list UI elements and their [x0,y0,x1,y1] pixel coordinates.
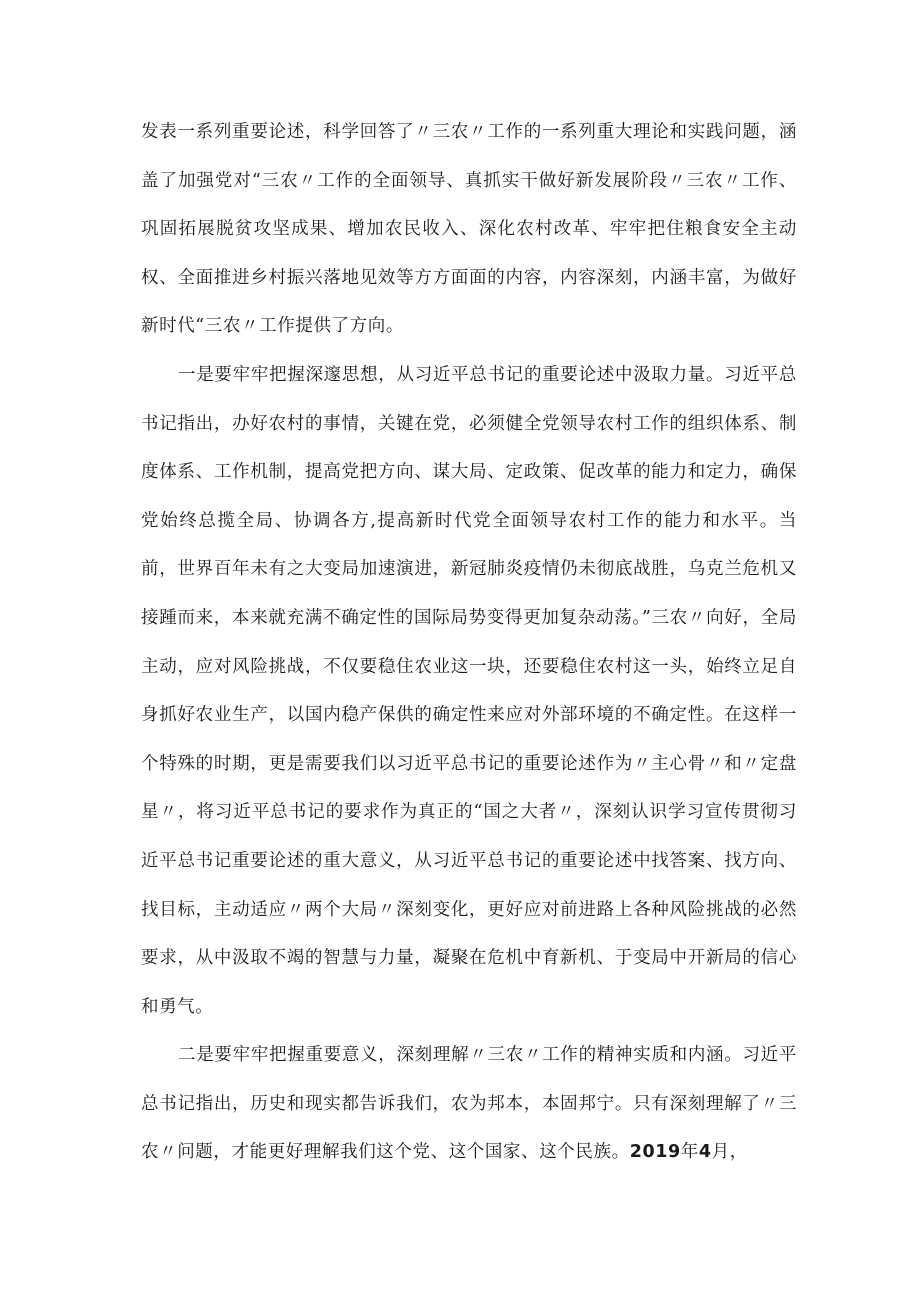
month-number: 4 [698,1142,712,1163]
paragraph-intro-continuation: 发表一系列重要论述，科学回答了〃三农〃工作的一系列重大理论和实践问题，涵盖了加强党对“三农〃工作的全面领导、真抓实干做好新发展阶段〃三农〃工作、巩固拓展脱贫攻坚成果、增加农民收入、深化农村改革、牢牢把住粮食安全主动权、全面推进乡村振兴落地见效等方方面面的内容，内容深刻，内涵丰富，为做好新时代“三农〃工作提供了方向。 [141,122,797,337]
paragraph-point-two-text: 二是要牢牢把握重要意义，深刻理解〃三农〃工作的精神实质和内涵。习近平总书记指出，历史和现实都告诉我们，农为邦本，本固邦宁。只有深刻理解了〃三农〃问题，才能更好理解我们这个党、这个国家、这个民族。 [141,1045,797,1163]
year-unit: 年 [680,1142,699,1163]
paragraph-point-one: 一是要牢牢把握深邃思想，从习近平总书记的重要论述中汲取力量。习近平总书记指出，办好农村的事情，关键在党，必须健全党领导农村工作的组织体系、制度体系、工作机制，提高党把方向、谋大局、定政策、促改革的能力和定力，确保党始终总揽全局、协调各方,提高新时代党全面领导农村工作的能力和水平。当前，世界百年未有之大变局加速演进，新冠肺炎疫情仍未彻底战胜，乌克兰危机又接踵而来，本来就充满不确定性的国际局势变得更加复杂动荡。”三农〃向好，全局主动，应对风险挑战，不仅要稳住农业这一块，还要稳住农村这一头，始终立足自身抓好农业生产，以国内稳产保供的确定性来应对外部环境的不确定性。在这样一个特殊的时期，更是需要我们以习近平总书记的重要论述作为〃主心骨〃和〃定盘星〃，将习近平总书记的要求作为真正的“国之大者〃，深刻认识学习宣传贯彻习近平总书记重要论述的重大意义，从习近平总书记的重要论述中找答案、找方向、找目标，主动适应〃两个大局〃深刻变化，更好应对前进路上各种风险挑战的必然要求，从中汲取不竭的智慧与力量，凝聚在危机中育新机、于变局中开新局的信心和勇气。 [141,364,797,1017]
paragraph-point-two [141,1031,797,1177]
year-number: 2019 [629,1142,681,1163]
document-body [141,108,797,1177]
month-unit: 月， [711,1142,748,1163]
